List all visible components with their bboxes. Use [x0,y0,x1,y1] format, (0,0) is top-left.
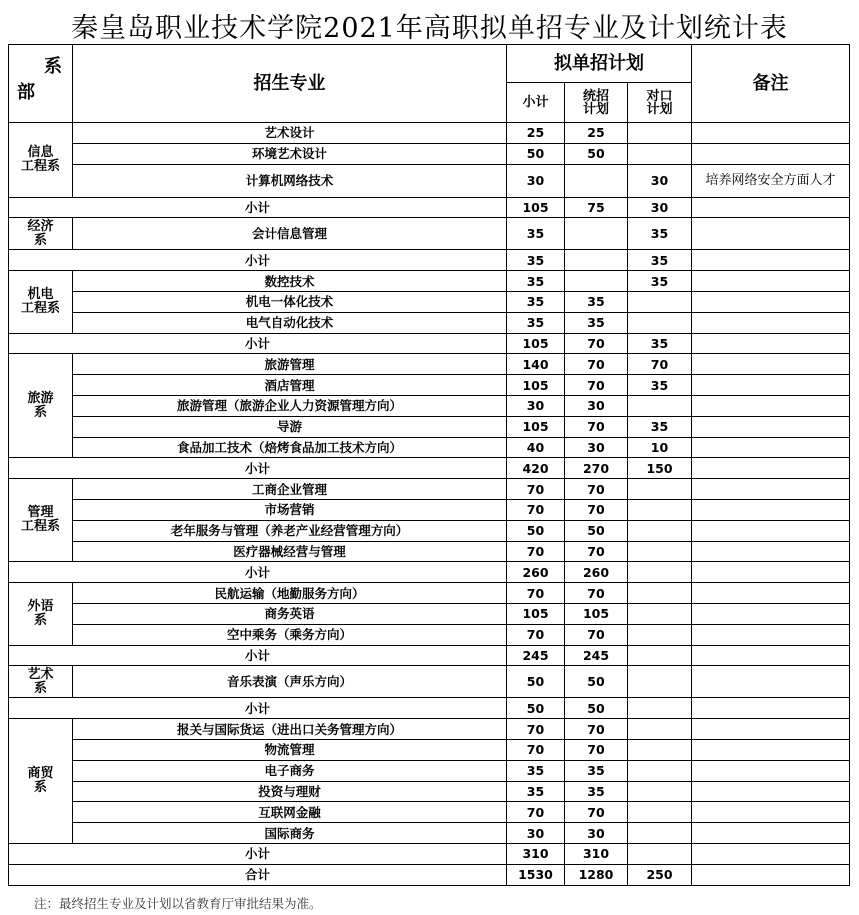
remark-cell: 培养网络安全方面人才 [692,164,850,197]
major-cell: 国际商务 [73,823,507,844]
total-cell: 70 [507,541,565,562]
counterpart-cell: 35 [628,271,692,292]
unified-cell: 70 [565,416,628,437]
subtotal-unified-cell [565,250,628,271]
major-cell: 报关与国际货运（进出口关务管理方向） [73,719,507,740]
total-cell: 70 [507,499,565,520]
total-cell: 50 [507,520,565,541]
subtotal-col-header: 小计 [507,83,565,123]
unified-cell: 35 [565,760,628,781]
counterpart-cell [628,666,692,698]
counterpart-cell [628,143,692,164]
remark-cell [692,624,850,645]
counterpart-col-header: 对口 计划 [628,83,692,123]
subtotal-counterpart-cell: 35 [628,333,692,354]
remark-cell [692,395,850,416]
unified-cell: 25 [565,123,628,144]
counterpart-cell [628,541,692,562]
department-cell: 外语 系 [9,583,73,645]
subtotal-row [9,333,850,354]
counterpart-cell: 35 [628,416,692,437]
unified-cell: 70 [565,802,628,823]
remark-cell [692,802,850,823]
department-cell: 艺术 系 [9,666,73,698]
table-row [9,143,850,164]
unified-cell [565,271,628,292]
subtotal-row [9,698,850,719]
remark-cell [692,719,850,740]
total-cell: 70 [507,719,565,740]
table-header [9,45,850,123]
total-cell: 105 [507,603,565,624]
remark-cell [692,760,850,781]
total-cell: 35 [507,218,565,250]
subtotal-remark-cell [692,645,850,666]
major-cell: 环境艺术设计 [73,143,507,164]
remark-cell [692,603,850,624]
remark-cell [692,541,850,562]
subtotal-total-cell: 105 [507,197,565,218]
table-row [9,164,850,197]
total-cell: 30 [507,164,565,197]
unified-cell: 105 [565,603,628,624]
unified-cell: 50 [565,666,628,698]
unified-cell: 70 [565,375,628,396]
major-cell: 老年服务与管理（养老产业经营管理方向） [73,520,507,541]
counterpart-cell [628,123,692,144]
subtotal-counterpart-cell [628,843,692,864]
counterpart-cell [628,583,692,604]
footnote: 注：最终招生专业及计划以省教育厅审批结果为准。 [34,896,322,911]
remark-cell [692,354,850,375]
table-row [9,603,850,624]
subtotal-remark-cell [692,843,850,864]
remark-cell [692,375,850,396]
major-cell: 投资与理财 [73,781,507,802]
unified-cell: 50 [565,143,628,164]
subtotal-total-cell: 420 [507,458,565,479]
subtotal-row [9,645,850,666]
total-cell: 35 [507,781,565,802]
unified-cell: 70 [565,541,628,562]
grand-total-total-cell: 1530 [507,864,565,885]
total-cell: 70 [507,802,565,823]
major-cell: 互联网金融 [73,802,507,823]
major-cell: 数控技术 [73,271,507,292]
table-row [9,395,850,416]
remark-cell [692,583,850,604]
subtotal-label: 小计 [9,562,507,583]
table-row [9,823,850,844]
subtotal-total-cell: 310 [507,843,565,864]
major-cell: 工商企业管理 [73,479,507,500]
department-cell: 旅游 系 [9,354,73,458]
major-cell: 会计信息管理 [73,218,507,250]
grand-total-unified-cell: 1280 [565,864,628,885]
total-cell: 35 [507,312,565,333]
unified-cell: 70 [565,499,628,520]
unified-col-header: 统招 计划 [565,83,628,123]
counterpart-cell [628,520,692,541]
remark-cell [692,271,850,292]
total-cell: 25 [507,123,565,144]
subtotal-remark-cell [692,197,850,218]
unified-cell: 30 [565,395,628,416]
unified-cell [565,218,628,250]
major-cell: 空中乘务（乘务方向） [73,624,507,645]
total-cell: 105 [507,375,565,396]
enrollment-plan-table [8,44,850,886]
major-cell: 旅游管理（旅游企业人力资源管理方向） [73,395,507,416]
total-cell: 105 [507,416,565,437]
subtotal-unified-cell: 50 [565,698,628,719]
subtotal-label: 小计 [9,645,507,666]
table-row [9,541,850,562]
subtotal-counterpart-cell [628,562,692,583]
unified-cell: 30 [565,823,628,844]
subtotal-total-cell: 105 [507,333,565,354]
remark-cell [692,499,850,520]
subtotal-label: 小计 [9,843,507,864]
total-cell: 70 [507,739,565,760]
department-cell: 经济 系 [9,218,73,250]
subtotal-row [9,843,850,864]
table-row [9,583,850,604]
counterpart-cell [628,719,692,740]
subtotal-unified-cell: 270 [565,458,628,479]
total-cell: 35 [507,760,565,781]
counterpart-cell: 35 [628,375,692,396]
table-row [9,416,850,437]
total-cell: 50 [507,143,565,164]
page-title: 秦皇岛职业技术学院2021年高职拟单招专业及计划统计表 [71,13,788,44]
subtotal-row [9,458,850,479]
subtotal-unified-cell: 310 [565,843,628,864]
subtotal-total-cell: 245 [507,645,565,666]
major-cell: 市场营销 [73,499,507,520]
counterpart-cell [628,624,692,645]
table-row [9,666,850,698]
grand-total-row [9,864,850,885]
subtotal-remark-cell [692,333,850,354]
major-cell: 物流管理 [73,739,507,760]
major-cell: 计算机网络技术 [73,164,507,197]
major-cell: 酒店管理 [73,375,507,396]
unified-cell: 35 [565,781,628,802]
subtotal-unified-cell: 245 [565,645,628,666]
subtotal-remark-cell [692,250,850,271]
table-row [9,354,850,375]
subtotal-total-cell: 260 [507,562,565,583]
subtotal-label: 小计 [9,698,507,719]
grand-total-counterpart-cell: 250 [628,864,692,885]
remark-cell [692,312,850,333]
subtotal-label: 小计 [9,250,507,271]
dept-header: 系 部 [9,45,73,123]
counterpart-cell [628,395,692,416]
table-row [9,499,850,520]
remark-cell [692,739,850,760]
major-cell: 电子商务 [73,760,507,781]
counterpart-cell [628,739,692,760]
table-row [9,271,850,292]
major-cell: 音乐表演（声乐方向） [73,666,507,698]
table-row [9,123,850,144]
table-row [9,520,850,541]
unified-cell: 70 [565,354,628,375]
table-row [9,719,850,740]
table-row [9,739,850,760]
remark-cell [692,479,850,500]
subtotal-row [9,197,850,218]
counterpart-cell [628,499,692,520]
table-row [9,312,850,333]
table-body [9,123,850,886]
counterpart-cell [628,823,692,844]
total-cell: 70 [507,479,565,500]
major-cell: 食品加工技术（焙烤食品加工技术方向） [73,437,507,458]
total-cell: 35 [507,291,565,312]
department-cell: 机电 工程系 [9,271,73,333]
counterpart-cell [628,603,692,624]
remark-cell [692,823,850,844]
grand-total-label: 合计 [9,864,507,885]
subtotal-label: 小计 [9,197,507,218]
remark-cell [692,218,850,250]
major-cell: 民航运输（地勤服务方向） [73,583,507,604]
counterpart-cell [628,291,692,312]
subtotal-row [9,250,850,271]
total-cell: 70 [507,583,565,604]
remark-cell [692,666,850,698]
total-cell: 30 [507,823,565,844]
major-cell: 艺术设计 [73,123,507,144]
total-cell: 40 [507,437,565,458]
table-row [9,802,850,823]
table-row [9,624,850,645]
subtotal-counterpart-cell: 30 [628,197,692,218]
subtotal-remark-cell [692,698,850,719]
counterpart-cell: 10 [628,437,692,458]
subtotal-unified-cell: 260 [565,562,628,583]
remark-cell [692,437,850,458]
department-cell: 商贸 系 [9,719,73,844]
remark-cell [692,416,850,437]
subtotal-unified-cell: 75 [565,197,628,218]
counterpart-cell [628,802,692,823]
counterpart-cell: 30 [628,164,692,197]
total-cell: 35 [507,271,565,292]
counterpart-cell: 35 [628,218,692,250]
major-header: 招生专业 [73,45,507,123]
subtotal-remark-cell [692,562,850,583]
unified-cell: 35 [565,291,628,312]
table-row [9,437,850,458]
major-cell: 商务英语 [73,603,507,624]
total-cell: 70 [507,624,565,645]
remark-cell [692,291,850,312]
department-cell: 信息 工程系 [9,123,73,198]
subtotal-total-cell: 35 [507,250,565,271]
counterpart-cell: 70 [628,354,692,375]
subtotal-label: 小计 [9,458,507,479]
subtotal-unified-cell: 70 [565,333,628,354]
table-row [9,291,850,312]
remark-cell [692,781,850,802]
subtotal-label: 小计 [9,333,507,354]
subtotal-counterpart-cell: 150 [628,458,692,479]
subtotal-remark-cell [692,458,850,479]
plan-header: 拟单招计划 [507,45,692,83]
total-cell: 50 [507,666,565,698]
counterpart-cell [628,312,692,333]
unified-cell: 30 [565,437,628,458]
department-cell: 管理 工程系 [9,479,73,562]
remark-header: 备注 [692,45,850,123]
unified-cell: 35 [565,312,628,333]
remark-cell [692,123,850,144]
subtotal-total-cell: 50 [507,698,565,719]
counterpart-cell [628,760,692,781]
major-cell: 导游 [73,416,507,437]
table-row [9,218,850,250]
counterpart-cell [628,479,692,500]
major-cell: 旅游管理 [73,354,507,375]
unified-cell: 70 [565,479,628,500]
unified-cell: 70 [565,624,628,645]
subtotal-counterpart-cell: 35 [628,250,692,271]
unified-cell: 70 [565,739,628,760]
total-cell: 140 [507,354,565,375]
unified-cell: 50 [565,520,628,541]
counterpart-cell [628,781,692,802]
grand-total-remark-cell [692,864,850,885]
major-cell: 机电一体化技术 [73,291,507,312]
major-cell: 电气自动化技术 [73,312,507,333]
unified-cell: 70 [565,583,628,604]
table-row [9,781,850,802]
subtotal-counterpart-cell [628,645,692,666]
major-cell: 医疗器械经营与管理 [73,541,507,562]
total-cell: 30 [507,395,565,416]
remark-cell [692,520,850,541]
table-row [9,479,850,500]
unified-cell [565,164,628,197]
table-row [9,760,850,781]
table-row [9,375,850,396]
subtotal-counterpart-cell [628,698,692,719]
remark-cell [692,143,850,164]
subtotal-row [9,562,850,583]
unified-cell: 70 [565,719,628,740]
